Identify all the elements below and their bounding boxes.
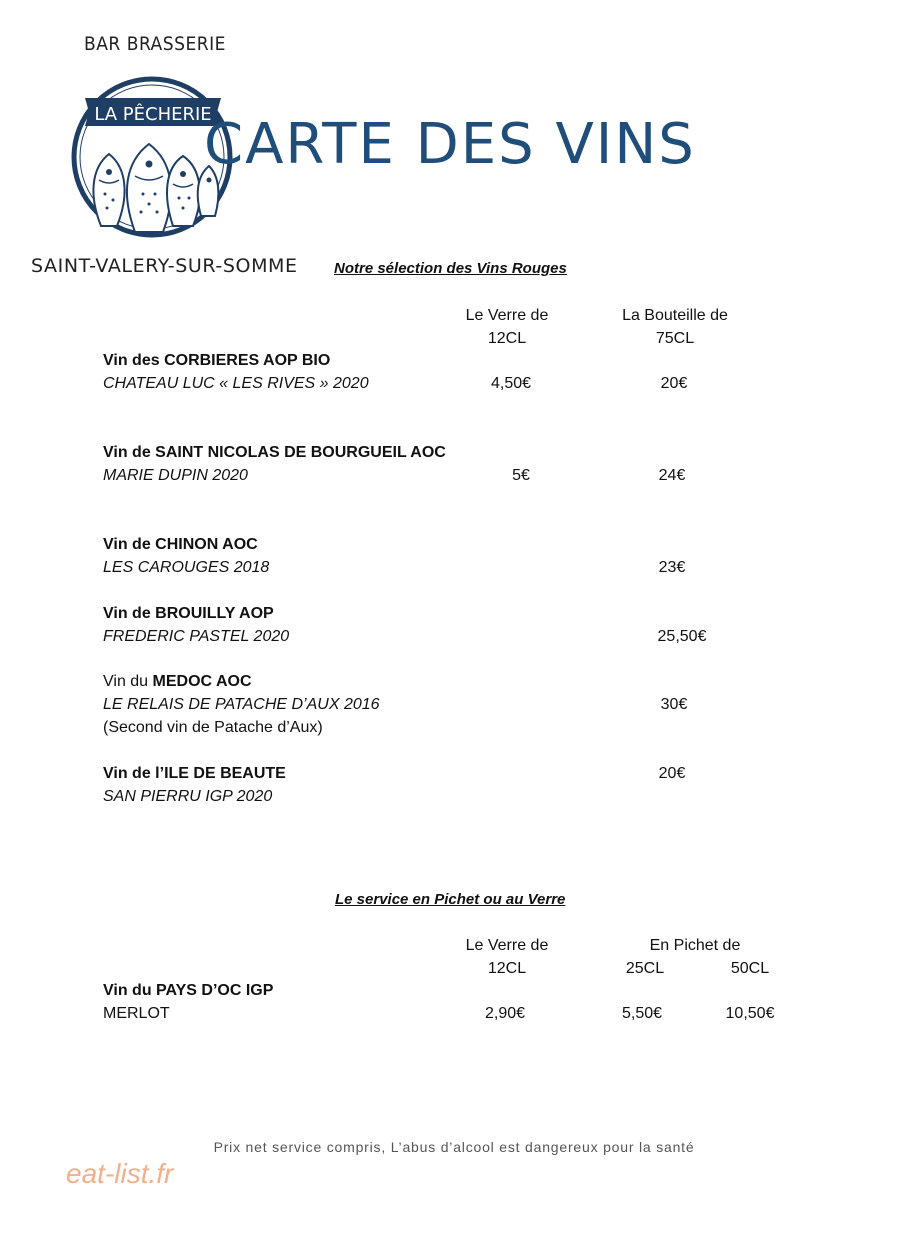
wine-producer: LE RELAIS DE PATACHE D’AUX 2016 <box>103 696 380 713</box>
watermark: eat-list.fr <box>66 1158 174 1189</box>
wine-note: (Second vin de Patache d’Aux) <box>103 719 323 736</box>
col-header-glass: Le Verre de 12CL <box>465 937 549 977</box>
wine-producer: LES CAROUGES 2018 <box>103 559 270 576</box>
col-header-pichet: En Pichet de <box>649 937 741 954</box>
wine-producer: FREDERIC PASTEL 2020 <box>103 628 290 645</box>
wine-producer: SAN PIERRU IGP 2020 <box>103 788 273 805</box>
price-glass: 4,50€ <box>490 375 532 392</box>
section-title-reds: Notre sélection des Vins Rouges <box>334 260 567 277</box>
wine-grape: MERLOT <box>103 1005 170 1022</box>
wine-name: Vin de SAINT NICOLAS DE BOURGUEIL AOC <box>103 444 446 461</box>
col-header-25cl: 25CL <box>625 960 665 977</box>
wine-name: Vin du MEDOC AOC <box>103 673 252 690</box>
price-bottle: 25,50€ <box>657 628 707 645</box>
wine-producer: MARIE DUPIN 2020 <box>103 467 248 484</box>
wine-name: Vin du PAYS D’OC IGP <box>103 982 274 999</box>
price-bottle: 23€ <box>658 559 686 576</box>
col-header-glass: Le Verre de 12CL <box>465 307 549 347</box>
wine-name: Vin de CHINON AOC <box>103 536 258 553</box>
price-glass: 5€ <box>512 467 530 484</box>
wine-name: Vin des CORBIERES AOP BIO <box>103 352 331 369</box>
col-header-bottle: La Bouteille de 75CL <box>622 307 728 347</box>
wine-producer: CHATEAU LUC « LES RIVES » 2020 <box>103 375 369 392</box>
brand-subtitle: BAR BRASSERIE <box>84 33 226 55</box>
price-bottle: 30€ <box>660 696 688 713</box>
footer-legal-note: Prix net service compris, L’abus d’alcool est dangereux pour la santé <box>213 1139 695 1155</box>
price-pichet-50cl: 10,50€ <box>725 1005 775 1022</box>
price-pichet-25cl: 5,50€ <box>621 1005 663 1022</box>
col-header-50cl: 50CL <box>730 960 770 977</box>
section-title-pichet: Le service en Pichet ou au Verre <box>335 891 566 908</box>
price-bottle: 24€ <box>658 467 686 484</box>
page-title: CARTE DES VINS <box>204 112 696 177</box>
price-bottle: 20€ <box>658 765 686 782</box>
price-bottle: 20€ <box>660 375 688 392</box>
wine-name: Vin de l’ILE DE BEAUTE <box>103 765 286 782</box>
wine-name: Vin de BROUILLY AOP <box>103 605 274 622</box>
logo-text: LA PÊCHERIE <box>94 104 212 125</box>
brand-location: SAINT-VALERY-SUR-SOMME <box>31 255 298 277</box>
price-glass: 2,90€ <box>484 1005 526 1022</box>
